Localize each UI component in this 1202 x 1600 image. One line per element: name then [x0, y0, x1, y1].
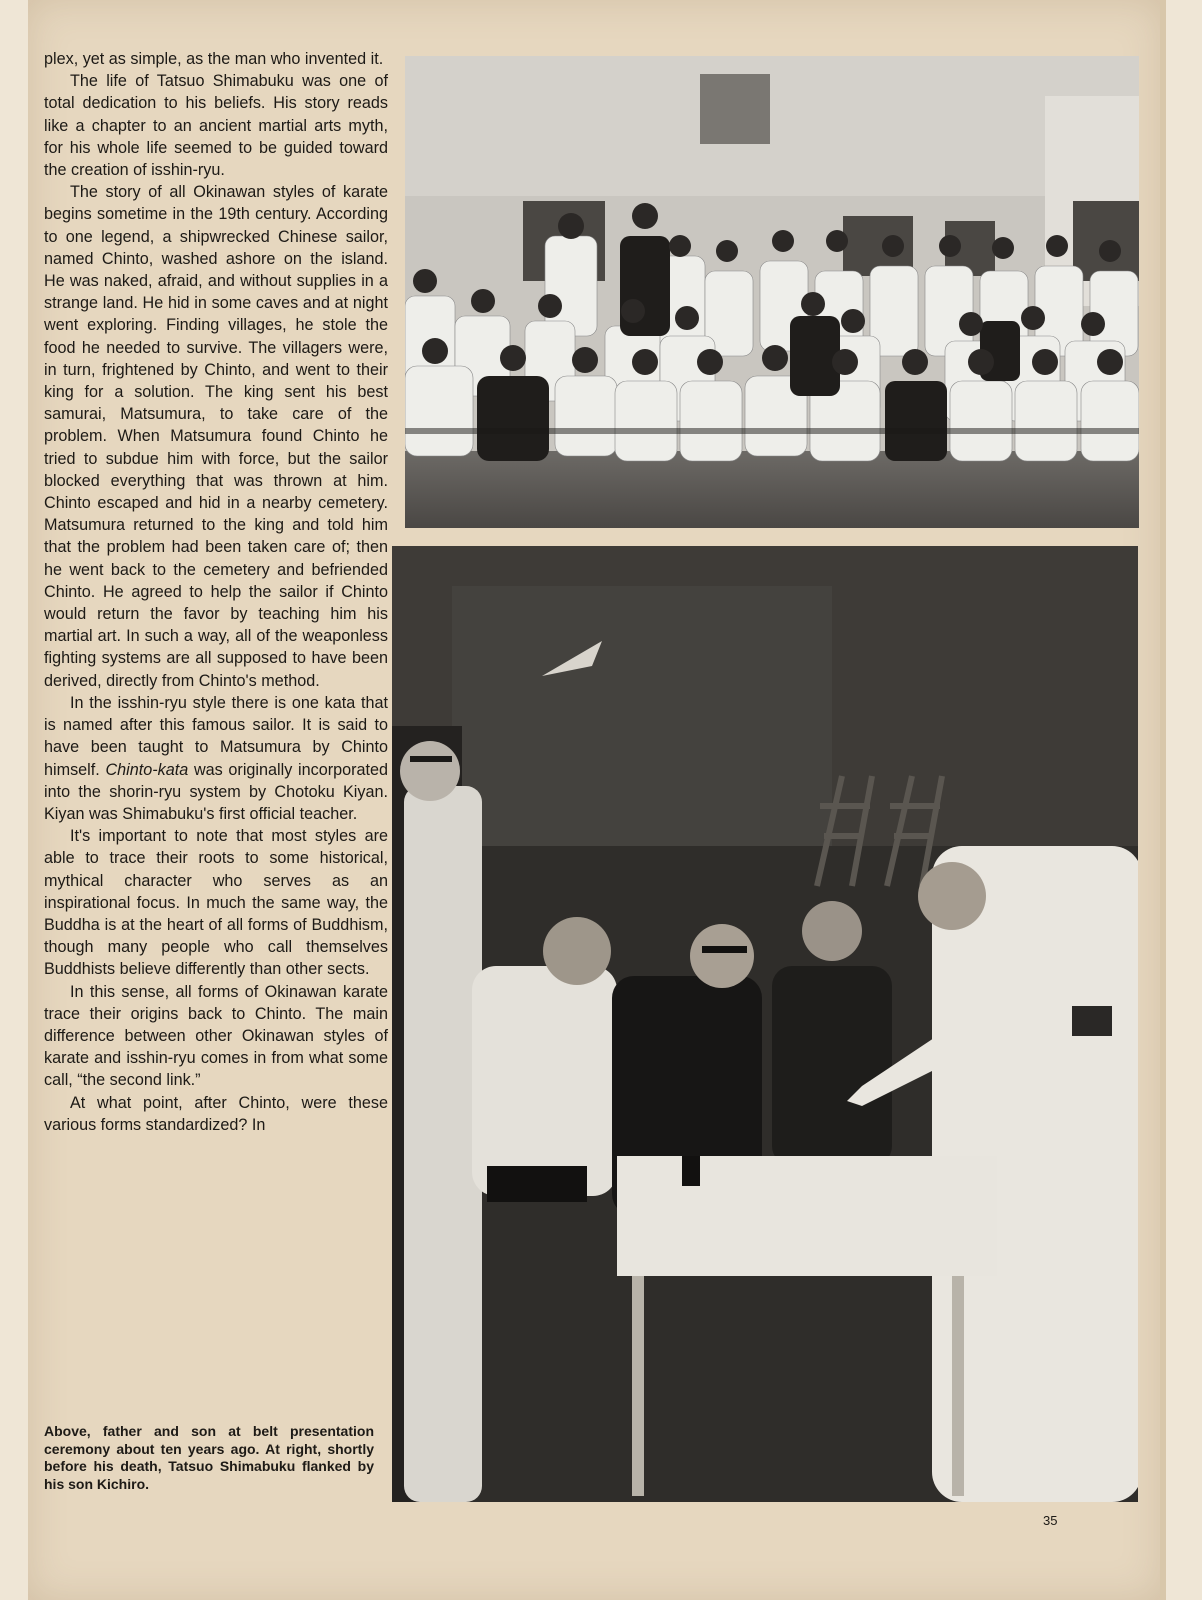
ceremony-photo — [392, 546, 1138, 1502]
article-paragraph — [44, 825, 388, 980]
article-paragraph — [44, 48, 388, 70]
article-body — [44, 48, 388, 1136]
paragraph-text: The story of all Okinawan styles of karate begins sometime in the 19th century. According to one legend, a shipwrecked Chinese sailor, named Chinto, washed ashore on the island. He was naked, afraid, and without supplies in a strange land. He hid in some caves and at night went exploring. Finding villages, he stole the food he needed to survive. The villagers were, in turn, frightened by Chinto, and went to their king for a solution. The king sent his best samurai, Matsumura, to take care of the problem. When Matsumura found Chinto he tried to subdue him with force, but the sailor blocked everything that was thrown at him. Chinto escaped and hid in a nearby cemetery. Matsumura returned to the king and told him that the problem had been taken care of; then he went back to the cemetery and befriended Chinto. He agreed to help the sailor if Chinto would return the favor by teaching him his martial art. In such a way, all of the weaponless fighting systems are all supposed to have been derived, directly from Chinto's method. — [44, 183, 388, 690]
paragraph-text: At what point, after Chinto, were these various forms standardized? In — [44, 1093, 388, 1134]
photo-caption: Above, father and son at belt presentation ceremony about ten years ago. At right, shortly before his death, Tatsuo Shimabuku flanked by his son Kichiro. — [44, 1423, 374, 1492]
group-photo — [405, 56, 1139, 528]
page-number: 35 — [1043, 1513, 1058, 1528]
italic-term: Chinto-kata — [105, 760, 189, 779]
article-paragraph — [44, 181, 388, 692]
paragraph-text: It's important to note that most styles are able to trace their roots to some historical, mythical character who serves as an inspirational focus. In much the same way, the Buddha is at the heart of all forms of Buddhism, though many people who call themselves Buddhists believe differently than other sects. — [44, 827, 388, 979]
article-paragraph — [44, 1092, 388, 1136]
paragraph-text: was originally incorporated into the shorin-ryu system by Chotoku Kiyan. Kiyan was Shimabuku's first official teacher. — [44, 760, 388, 823]
paragraph-text: The life of Tatsuo Shimabuku was one of total dedication to his beliefs. His story reads like a chapter to an ancient martial arts myth, for his whole life seemed to be guided toward the creation of isshin-ryu. — [44, 72, 388, 180]
ceremony-photo-image — [392, 546, 1138, 1502]
paragraph-text: In this sense, all forms of Okinawan karate trace their origins back to Chinto. The main difference between other Okinawan styles of karate and isshin-ryu comes in from what some call, “the second link.” — [44, 982, 388, 1090]
paragraph-text: In the isshin-ryu style there is one kata that is named after this famous sailor. It is said to have been taught to Matsumura by Chinto himself. — [44, 693, 388, 779]
group-photo-image — [405, 56, 1139, 528]
article-paragraph — [44, 70, 388, 181]
paragraph-text: plex, yet as simple, as the man who invented it. — [44, 50, 384, 68]
page-edge — [1160, 0, 1166, 1600]
article-paragraph — [44, 981, 388, 1092]
article-paragraph — [44, 692, 388, 825]
